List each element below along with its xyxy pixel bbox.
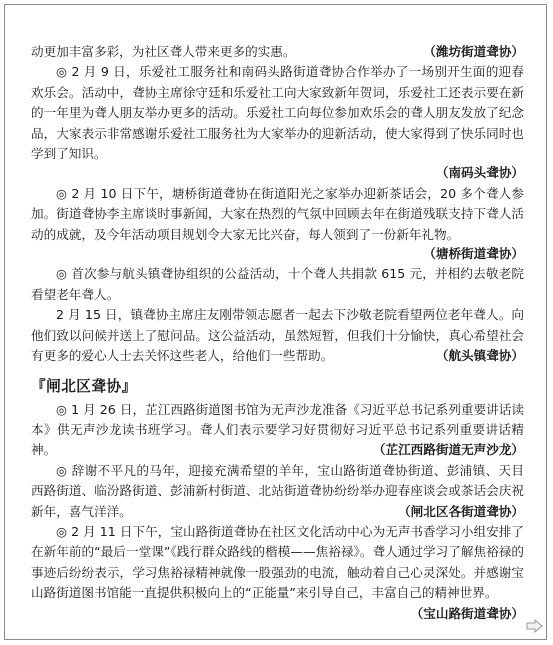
section-paragraph-1 xyxy=(31,400,524,461)
source-label: （南码头聋协） xyxy=(435,165,524,181)
paragraph-text: ◎ 2 月 10 日下午，塘桥街道聋协在街道阳光之家举办迎新茶话会，20 多个聋人参加。街道聋协李主席谈时事新闻，大家在热烈的气氛中回顾去年在街道残联支持下聋人活动的成就，及今年活动项目规划令大家无比兴奋，每人领到了一份新年礼物。 xyxy=(31,185,524,242)
paragraph-4 xyxy=(31,264,524,305)
source-label: （航头镇聋协） xyxy=(435,348,524,364)
paragraph-text: ◎ 2 月 11 日下午，宝山路街道聋协在社区文化活动中心为无声书香学习小组安排了在新年前的“最后一堂课”《践行群众路线的楷模——焦裕禄》。聋人通过学习了解焦裕禄的事迹后纷纷表示，学习焦裕禄精神就像一股强劲的电流，触动着自己心灵深处。并感谢宝山路街道图书馆能一直提供积极向上的“正能量”来引导自己，丰富自己的精神世界。 xyxy=(31,523,524,601)
source-label: （芷江西路街道无声沙龙） xyxy=(372,442,524,458)
next-page-arrow-icon[interactable] xyxy=(526,619,543,633)
section-title: 『闸北区聋协』 xyxy=(31,377,137,395)
paragraph-text: ◎ 辞谢不平凡的马年，迎接充满希望的羊年，宝山路街道聋协街道、彭浦镇、天目西路街道、临汾路街道、彭浦新村街道、北站街道聋协纷纷举办迎春座谈会或茶话会庆祝新年，喜气洋洋。 xyxy=(31,462,524,519)
paragraph-text: 动更加丰富多彩，为社区聋人带来更多的实惠。 xyxy=(31,44,296,59)
paragraph-5 xyxy=(31,305,524,366)
paragraph-text: ◎ 2 月 9 日，乐爱社工服务社和南码头路街道聋协合作举办了一场别开生面的迎春欢乐会。活动中，聋协主席徐守廷和乐爱社工向大家致新年贺词，乐爱社工还表示要在新的一年里为聋人朋友举办更多的活动。乐爱社工向每位参加欢乐会的聋人朋友发放了纪念品，大家表示非常感谢乐爱社工服务社为大家举办的迎新活动，使大家得到了快乐同时也学到了知识。 xyxy=(31,64,524,162)
paragraph-text: 2 月 15 日，镇聋协主席庄友刚带领志愿者一起去下沙敬老院看望两位老年聋人。向他们致以问候并送上了慰问品。这公益活动，虽然短暂，但我们十分愉快，真心希望社会有更多的爱心人士去关怀这些老人，给他们一些帮助。 xyxy=(31,307,524,364)
paragraph-text: ◎ 首次参与航头镇聋协组织的公益活动，十个聋人共捐款 615 元，并相约去敬老院看望老年聋人。 xyxy=(31,266,524,302)
paragraph-3 xyxy=(31,184,524,245)
section-paragraph-3 xyxy=(31,522,524,621)
paragraph-2 xyxy=(31,62,524,164)
section-paragraph-2 xyxy=(31,461,524,522)
source-label: （塘桥街道聋协） xyxy=(423,246,524,262)
source-label: （宝山路街道聋协） xyxy=(410,605,524,621)
paragraph-1 xyxy=(31,42,524,62)
paragraph-text: ◎ 1 月 26 日，芷江西路街道图书馆为无声沙龙准备《习近平总书记系列重要讲话读本》供无声沙龙读书班学习。聋人们表示要学习好贯彻好习近平总书记系列重要讲话精神。 xyxy=(31,401,524,458)
document-body xyxy=(31,42,524,624)
source-label: （潍坊街道聋协） xyxy=(423,44,524,59)
source-label: （闸北区各街道聋协） xyxy=(398,503,524,519)
